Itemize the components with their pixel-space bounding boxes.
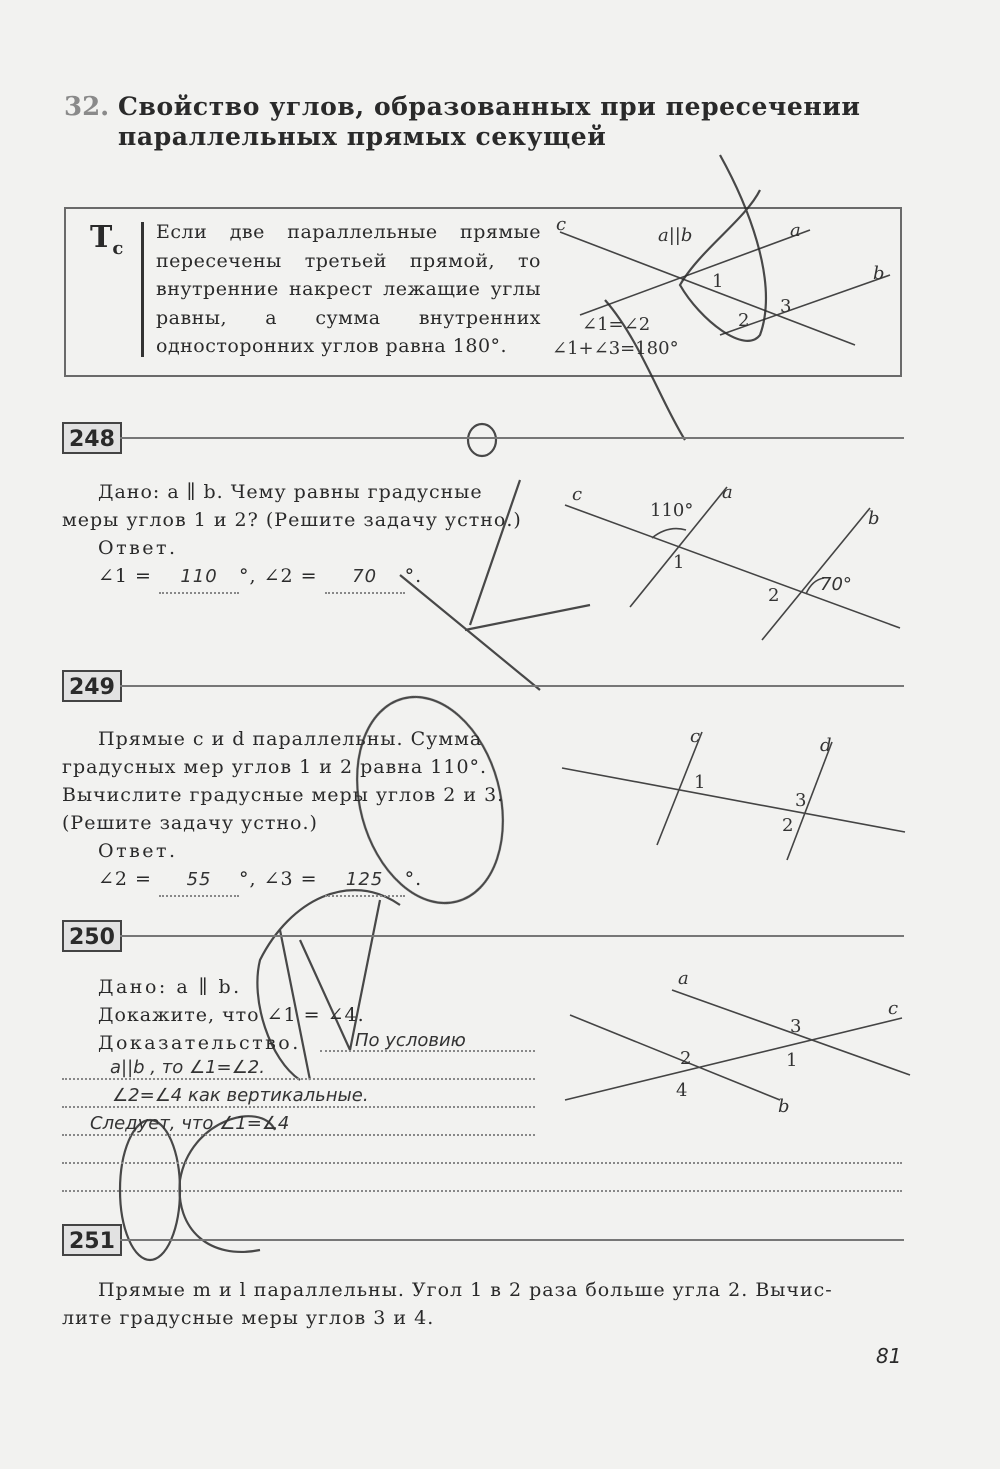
dotline-4 — [62, 1134, 535, 1136]
theorem-eq1: ∠1=∠2 — [582, 314, 651, 335]
task248-label-1: 1 — [673, 552, 685, 573]
task249-figure — [562, 732, 905, 860]
theorem-label-1: 1 — [712, 271, 724, 292]
task250-line-b — [570, 1015, 780, 1100]
task250-label-4: 4 — [676, 1080, 688, 1101]
task250-proof-line3[interactable]: ∠2=∠4 как вертикальные. — [112, 1085, 369, 1106]
task251-text-line2: лите градусные меры углов 3 и 4. — [62, 1307, 435, 1329]
task248-answer-label: Ответ. — [98, 537, 178, 559]
task250-label-c: c — [888, 998, 899, 1019]
task248-angle1-prefix: ∠1 = — [98, 565, 152, 587]
task248-angle1-value[interactable]: 110 — [159, 563, 239, 594]
dotline-3 — [62, 1106, 535, 1108]
theorem-line-a — [580, 230, 810, 315]
task250-label-b: b — [778, 1096, 790, 1117]
task249-label-d: d — [820, 735, 832, 756]
task249-text-line3: Вычислите градусные меры углов 2 и 3. — [62, 784, 505, 806]
task-divider-249 — [120, 685, 904, 687]
task249-angle3-prefix: °, ∠3 = — [239, 868, 318, 890]
task249-label-c: c — [690, 726, 701, 747]
theorem-label-ab: a||b — [658, 225, 693, 246]
task248-angle2-value[interactable]: 70 — [325, 563, 405, 594]
task250-proof-line2[interactable]: a||b , то ∠1=∠2. — [110, 1057, 265, 1078]
task249-text-line4: (Решите задачу устно.) — [62, 812, 318, 834]
theorem-label-2: 2 — [738, 310, 750, 331]
task248-figure — [565, 487, 900, 640]
task249-suffix: °. — [404, 868, 423, 890]
task249-answer — [98, 865, 422, 897]
task250-label-2: 2 — [680, 1048, 692, 1069]
task249-label-1: 1 — [694, 772, 706, 793]
dotline-2 — [62, 1078, 535, 1080]
task248-line-b — [762, 508, 870, 640]
task249-label-3: 3 — [795, 790, 807, 811]
task-divider-248 — [120, 437, 904, 439]
scribble-1 — [680, 155, 766, 341]
task-divider-251 — [120, 1239, 904, 1241]
theorem-text: Если две параллельные прямые пересечены третьей прямой, то внутренние накрест лежащие углы равны, а сумма внутренних односторонних углов равна 180°. — [156, 221, 541, 357]
task249-text-line1: Прямые c и d параллельны. Сумма — [98, 728, 483, 750]
section-number: 32. — [64, 92, 110, 122]
task250-figure — [565, 990, 910, 1100]
task250-label-1: 1 — [786, 1050, 798, 1071]
task248-angle2-prefix: °, ∠2 = — [239, 565, 318, 587]
task251-text-line1: Прямые m и l параллельны. Угол 1 в 2 раза больше угла 2. Вычис- — [98, 1279, 833, 1301]
task-number-251: 251 — [62, 1224, 122, 1256]
task248-suffix: °. — [404, 565, 423, 587]
task250-proof-line4[interactable]: Следует, что ∠1=∠4 — [90, 1113, 290, 1134]
dotline-6 — [62, 1190, 902, 1192]
task-number-248: 248 — [62, 422, 122, 454]
task249-answer-label: Ответ. — [98, 840, 178, 862]
theorem-icon: $T_c$ — [90, 220, 124, 259]
dotline-5 — [62, 1162, 902, 1164]
task249-transversal — [562, 768, 905, 832]
theorem-label-a: a — [790, 220, 801, 241]
task250-line-c — [565, 1018, 902, 1100]
task250-proof-label: Доказательство. — [98, 1032, 301, 1054]
theorem-label-c: c — [556, 214, 567, 235]
task248-text-line2: меры углов 1 и 2? (Решите задачу устно.) — [62, 509, 522, 531]
task249-angle3-value[interactable]: 125 — [325, 866, 405, 897]
scribble-o-small — [468, 424, 496, 456]
task249-line-d — [787, 742, 832, 860]
theorem-label-3: 3 — [780, 296, 792, 317]
task250-given: Дано: a ∥ b. — [98, 976, 242, 998]
task248-line-c — [565, 505, 900, 628]
page-number: 81 — [876, 1344, 902, 1368]
task250-label-3: 3 — [790, 1016, 802, 1037]
task248-label-a: a — [722, 482, 733, 503]
theorem-eq2: ∠1+∠3=180° — [552, 338, 679, 359]
task248-text-line1: Дано: a ∥ b. Чему равны градусные — [98, 481, 483, 503]
task248-answer — [98, 562, 422, 594]
theorem-label-b: b — [873, 263, 885, 284]
task248-label-b: b — [868, 508, 880, 529]
task250-label-a: a — [678, 968, 689, 989]
task-number-249: 249 — [62, 670, 122, 702]
task250-prove: Докажите, что ∠1 = ∠4. — [98, 1004, 365, 1026]
task248-angle-top: 110° — [650, 500, 694, 521]
task249-text-line2: градусных мер углов 1 и 2 равна 110°. — [62, 756, 488, 778]
task250-proof-line1[interactable]: По условию — [355, 1030, 466, 1051]
task249-angle2-value[interactable]: 55 — [159, 866, 239, 897]
page-title: Свойство углов, образованных при пересечении параллельных прямых секущей — [118, 92, 861, 151]
dotline-1 — [320, 1050, 535, 1052]
scribble-c-bottom — [180, 1116, 275, 1252]
task-number-250: 250 — [62, 920, 122, 952]
task249-label-2: 2 — [782, 815, 794, 836]
task248-angle-bottom: 70° — [820, 574, 852, 595]
task-divider-250 — [120, 935, 904, 937]
task248-arc-top — [652, 529, 686, 538]
task248-label-c: c — [572, 484, 583, 505]
task248-label-2: 2 — [768, 585, 780, 606]
task249-angle2-prefix: ∠2 = — [98, 868, 152, 890]
